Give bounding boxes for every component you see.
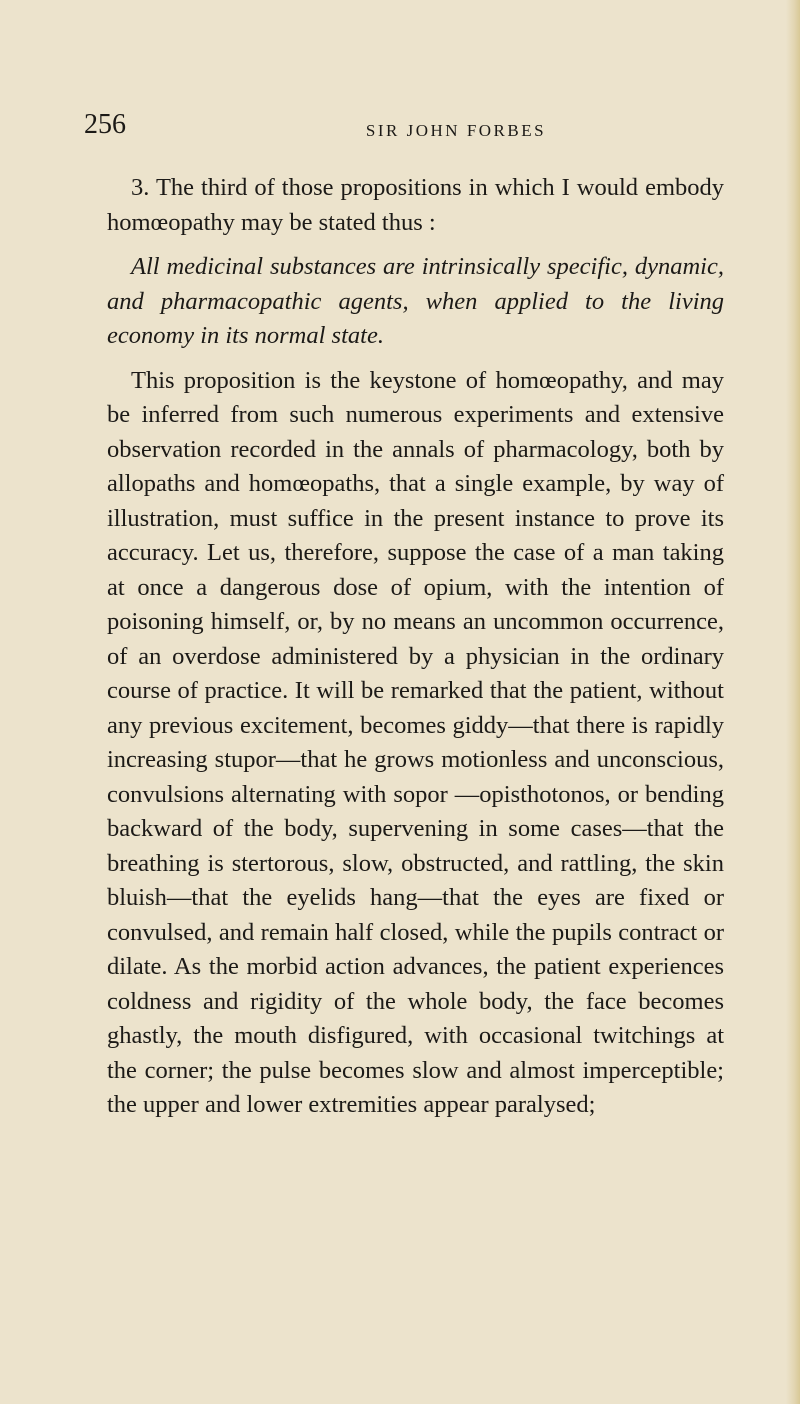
body-text bbox=[107, 171, 724, 1123]
intro-paragraph: 3. The third of those propositions in which I would embody homœopathy may be stated thus : bbox=[107, 174, 724, 236]
running-head: SIR JOHN FORBES bbox=[365, 121, 547, 140]
proposition-paragraph: All medicinal substances are intrinsically specific, dynamic, and pharmacopathic agents, when applied to the living economy in its normal state. bbox=[107, 253, 724, 349]
body-paragraph: This proposition is the keystone of homœopathy, and may be inferred from such numerous experiments and extensive observation recorded in the annals of pharmacology, both by allopaths and homœopaths, that a single example, by way of illustration, must suffice in the present instance to prove its accuracy. Let us, therefore, suppose the case of a man taking at once a dangerous dose of opium, with the intention of poisoning himself, or, by no means an uncommon occurrence, of an overdose administered by a physician in the ordinary course of practice. It will be remarked that the patient, without any previous excitement, becomes giddy—that there is rapidly increasing stupor—that he grows motionless and unconscious, convulsions alternating with sopor —opisthotonos, or bending backward of the body, supervening in some cases—that the breathing is stertorous, slow, obstructed, and rattling, the skin bluish—that the eyelids hang—that the eyes are fixed or convulsed, and remain half closed, while the pupils contract or dilate. As the morbid action advances, the patient experiences coldness and rigidity of the whole body, the face becomes ghastly, the mouth disfigured, with occasional twitchings at the corner; the pulse becomes slow and almost imperceptible; the upper and lower extremities appear paralysed; bbox=[107, 366, 724, 1118]
page-header bbox=[84, 109, 724, 146]
page-edge bbox=[786, 0, 800, 1404]
page-number: 256 bbox=[84, 109, 126, 140]
